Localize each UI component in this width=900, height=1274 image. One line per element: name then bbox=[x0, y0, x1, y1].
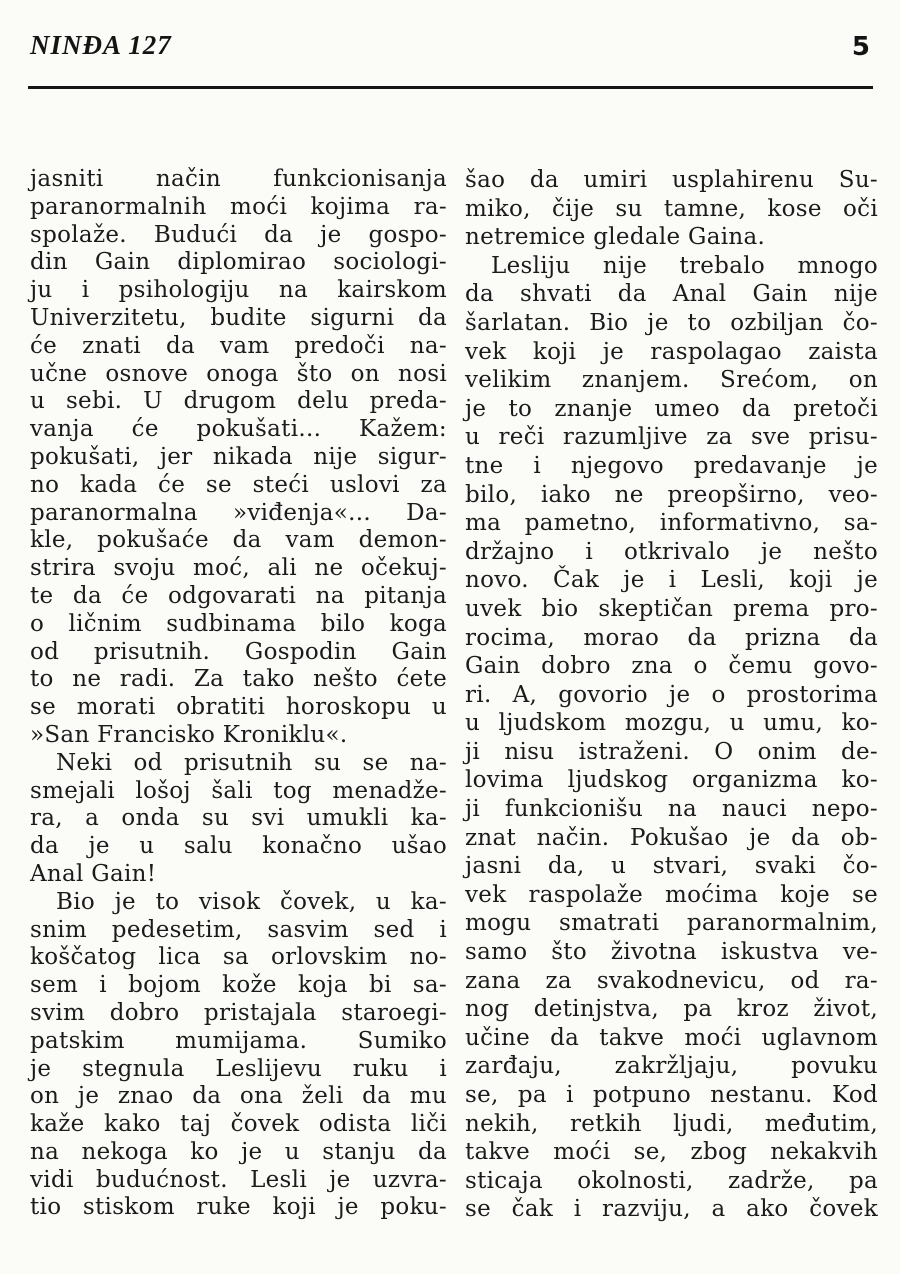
text-line: din Gain diplomirao sociologi- bbox=[30, 249, 447, 276]
text-line: vanja će pokušati... Kažem: bbox=[30, 416, 447, 443]
text-line: zarđaju, zakržljaju, povuku bbox=[465, 1053, 878, 1080]
text-line: paranormalnih moći kojima ra- bbox=[30, 193, 447, 220]
text-line: ji nisu istraženi. O onim de- bbox=[465, 738, 878, 765]
text-line: na nekoga ko je u stanju da bbox=[30, 1138, 447, 1165]
text-line: svim dobro pristajala staroegi- bbox=[30, 999, 447, 1026]
text-line: takve moći se, zbog nekakvih bbox=[465, 1139, 878, 1166]
text-line: paranormalna »viđenja«... Da- bbox=[30, 499, 447, 526]
text-line: se čak i razviju, a ako čovek bbox=[465, 1196, 878, 1223]
text-line: da je u salu konačno ušao bbox=[30, 833, 447, 860]
text-line: u ljudskom mozgu, u umu, ko- bbox=[465, 710, 878, 737]
left-text-column bbox=[30, 166, 447, 1222]
text-line: Lesliju nije trebalo mnogo bbox=[491, 252, 878, 279]
text-line: Gain dobro zna o čemu govo- bbox=[465, 653, 878, 680]
text-line: patskim mumijama. Sumiko bbox=[30, 1027, 447, 1054]
book-title: NINĐA 127 bbox=[30, 30, 172, 60]
text-line: pokušati, jer nikada nije sigur- bbox=[30, 443, 447, 470]
text-line: to ne radi. Za tako nešto ćete bbox=[30, 666, 447, 693]
text-line: će znati da vam predoči na- bbox=[30, 332, 447, 359]
text-line: zana za svakodnevicu, od ra- bbox=[465, 967, 878, 994]
text-line: bilo, iako ne preopširno, veo- bbox=[465, 481, 878, 508]
text-line: Anal Gain! bbox=[30, 860, 157, 887]
text-line: sem i bojom kože koja bi sa- bbox=[30, 972, 447, 999]
text-line: u sebi. U drugom delu preda- bbox=[30, 388, 447, 415]
text-line: vidi budućnost. Lesli je uzvra- bbox=[30, 1166, 447, 1193]
text-line: sticaja okolnosti, zadrže, pa bbox=[465, 1167, 878, 1194]
text-line: smejali lošoj šali tog menadže- bbox=[30, 777, 447, 804]
text-line: Bio je to visok čovek, u ka- bbox=[56, 888, 447, 915]
text-line: od prisutnih. Gospodin Gain bbox=[30, 638, 447, 665]
text-line: jasni da, u stvari, svaki čo- bbox=[465, 853, 878, 880]
text-line: kaže kako taj čovek odista liči bbox=[30, 1111, 447, 1138]
header-divider bbox=[28, 86, 873, 89]
text-line: vek koji je raspolagao zaista bbox=[465, 338, 878, 365]
text-line: ji funkcionišu na nauci nepo- bbox=[465, 796, 878, 823]
text-line: Univerzitetu, budite sigurni da bbox=[30, 304, 447, 331]
text-line: tio stiskom ruke koji je poku- bbox=[30, 1194, 447, 1221]
text-line: no kada će se steći uslovi za bbox=[30, 471, 447, 498]
text-line: ju i psihologiju na kairskom bbox=[30, 277, 447, 304]
text-line: nekih, retkih ljudi, međutim, bbox=[465, 1110, 878, 1137]
text-line: ra, a onda su svi umukli ka- bbox=[30, 805, 447, 832]
text-line: je to znanje umeo da pretoči bbox=[465, 395, 878, 422]
text-line: ri. A, govorio je o prostorima bbox=[465, 681, 878, 708]
text-line: u reči razumljive za sve prisu- bbox=[465, 424, 878, 451]
text-line: se morati obratiti horoskopu u bbox=[30, 694, 447, 721]
text-line: snim pedesetim, sasvim sed i bbox=[30, 916, 447, 943]
text-line: lovima ljudskog organizma ko- bbox=[465, 767, 878, 794]
right-text-column bbox=[465, 166, 878, 1224]
page-header bbox=[30, 30, 872, 74]
text-line: kle, pokušaće da vam demon- bbox=[30, 527, 447, 554]
text-line: držajno i otkrivalo je nešto bbox=[465, 538, 878, 565]
text-line: te da će odgovarati na pitanja bbox=[30, 582, 447, 609]
text-line: ma pametno, informativno, sa- bbox=[465, 510, 878, 537]
text-line: netremice gledale Gaina. bbox=[465, 224, 766, 251]
text-line: učne osnove onoga što on nosi bbox=[30, 360, 447, 387]
text-line: o ličnim sudbinama bilo koga bbox=[30, 610, 447, 637]
text-line: on je znao da ona želi da mu bbox=[30, 1083, 447, 1110]
text-line: koščatog lica sa orlovskim no- bbox=[30, 944, 447, 971]
text-line: Neki od prisutnih su se na- bbox=[56, 749, 447, 776]
text-line: vek raspolaže moćima koje se bbox=[465, 881, 878, 908]
text-line: učine da takve moći uglavnom bbox=[465, 1024, 878, 1051]
text-line: mogu smatrati paranormalnim, bbox=[465, 910, 878, 937]
text-line: nog detinjstva, pa kroz život, bbox=[465, 996, 878, 1023]
text-line: spolaže. Budući da je gospo- bbox=[30, 221, 447, 248]
text-line: šao da umiri usplahirenu Su- bbox=[465, 167, 878, 193]
text-line: »San Francisko Kroniklu«. bbox=[30, 721, 348, 748]
text-line: šarlatan. Bio je to ozbiljan čo- bbox=[465, 309, 878, 336]
text-line: jasniti način funkcionisanja bbox=[30, 166, 447, 192]
text-line: tne i njegovo predavanje je bbox=[465, 452, 878, 479]
text-line: uvek bio skeptičan prema pro- bbox=[465, 595, 878, 622]
text-line: je stegnula Leslijevu ruku i bbox=[30, 1055, 447, 1082]
text-line: novo. Čak je i Lesli, koji je bbox=[465, 567, 878, 594]
text-line: rocima, morao da prizna da bbox=[465, 624, 878, 651]
text-line: strira svoju moć, ali ne očekuj- bbox=[30, 555, 447, 582]
page-number: 5 bbox=[851, 32, 870, 62]
text-line: miko, čije su tamne, kose oči bbox=[465, 195, 878, 222]
text-line: samo što životna iskustva ve- bbox=[465, 939, 878, 966]
text-line: da shvati da Anal Gain nije bbox=[465, 281, 878, 308]
text-line: znat način. Pokušao je da ob- bbox=[465, 824, 878, 851]
text-line: se, pa i potpuno nestanu. Kod bbox=[465, 1082, 878, 1108]
text-line: velikim znanjem. Srećom, on bbox=[465, 367, 878, 394]
